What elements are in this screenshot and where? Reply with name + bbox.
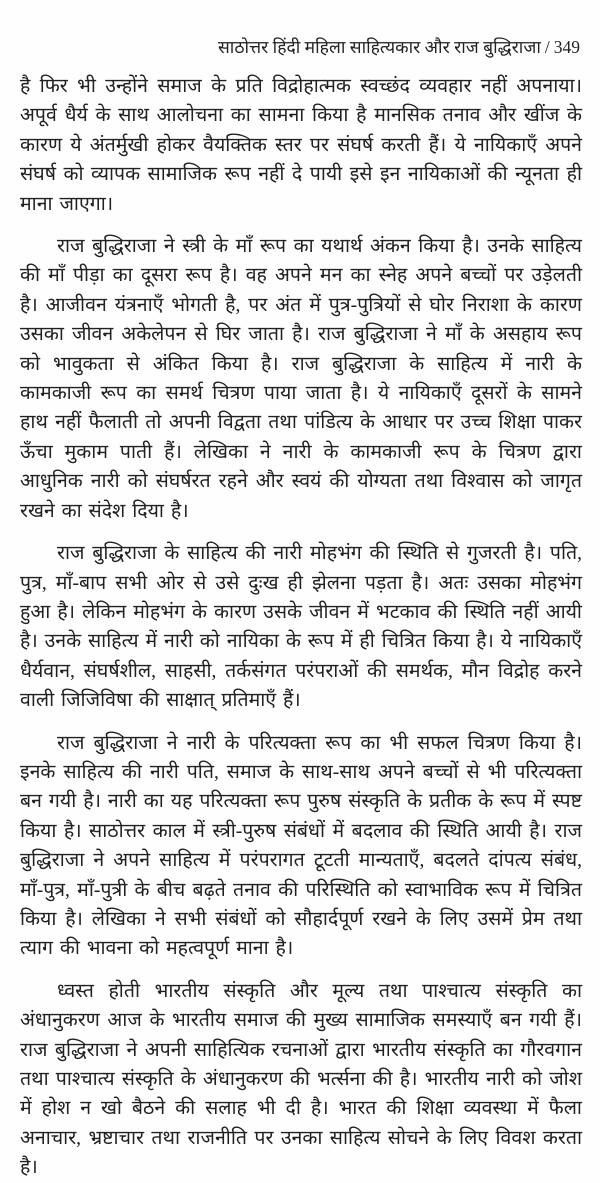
page-body: [20, 72, 582, 1183]
paragraph: राज बुद्धिराजा ने स्त्री के माँ रूप का यथार्थ अंकन किया है। उनके साहित्य की माँ पीड़ा का दूसरा रूप है। वह अपने मन का स्नेह अपने बच्चों पर उड़ेलती है। आजीवन यंत्रनाएँ भोगती है, पर अंत में पुत्र-पुत्रियों से घोर निराशा के कारण उसका जीवन अकेलेपन से घिर जाता है। राज बुद्धिराजा ने माँ के असहाय रूप को भावुकता से अंकित किया है। राज बुद्धिराजा के साहित्य में नारी के कामकाजी रूप का समर्थ चित्रण पाया जाता है। ये नायिकाएँ दूसरों के सामने हाथ नहीं फैलाती तो अपनी विद्वता तथा पांडित्य के आधार पर उच्च शिक्षा पाकर ऊँचा मुकाम पाती हैं। लेखिका ने नारी के कामकाजी रूप के चित्रण द्वारा आधुनिक नारी को संघर्षरत रहने और स्वयं की योग्यता तथा विश्वास को जागृत रखने का संदेश दिया है।: [20, 236, 582, 522]
running-header: [20, 36, 580, 58]
paragraph: राज बुद्धिराजा के साहित्य की नारी मोहभंग की स्थिति से गुजरती है। पति, पुत्र, माँ-बाप सभी ओर से उसे दुःख ही झेलना पड़ता है। अतः उसका मोहभंग हुआ है। लेकिन मोहभंग के कारण उसके जीवन में भटकाव की स्थिति नहीं आयी है। उनके साहित्य में नारी को नायिका के रूप में ही चित्रित किया है। ये नायिकाएँ धैर्यवान, संघर्षशील, साहसी, तर्कसंगत परंपराओं की समर्थक, मौन विद्रोह करने वाली जिजिविषा की साक्षात् प्रतिमाएँ हैं।: [20, 543, 582, 712]
paragraph: ध्वस्त होती भारतीय संस्कृति और मूल्य तथा पाश्चात्य संस्कृति का अंधानुकरण आज के भारतीय समाज की मुख्य सामाजिक समस्याएँ बन गयी हैं। राज बुद्धिराजा ने अपनी साहित्यिक रचनाओं द्वारा भारतीय संस्कृति का गौरवगान तथा पाश्चात्य संस्कृति के अंधानुकरण की भर्त्सना की है। भारतीय नारी को जोश में होश न खो बैठने की सलाह भी दी है। भारत की शिक्षा व्यवस्था में फैला अनाचार, भ्रष्टाचार तथा राजनीति पर उनका साहित्य सोचने के लिए विवश करता है।: [20, 980, 582, 1179]
running-title: साठोत्तर हिंदी महिला साहित्यकार और राज बुद्धिराजा: [217, 37, 541, 57]
paragraph-continuation: है फिर भी उन्होंने समाज के प्रति विद्रोहात्मक स्वच्छंद व्यवहार नहीं अपनाया। अपूर्व धैर्य के साथ आलोचना का सामना किया है मानसिक तनाव और खींज के कारण ये अंतर्मुखी होकर वैयक्तिक स्तर पर संघर्ष करती हैं। ये नायिकाएँ अपने संघर्ष को व्यापक सामाजिक रूप नहीं दे पायी इसे इन नायिकाओं की न्यूनता ही माना जाएगा।: [20, 76, 582, 215]
page-number: 349: [553, 37, 580, 57]
paragraph: राज बुद्धिराजा ने नारी के परित्यक्ता रूप का भी सफल चित्रण किया है। इनके साहित्य की नारी पति, समाज के साथ-साथ अपने बच्चों से भी परित्यक्ता बन गयी है। नारी का यह परित्यक्ता रूप पुरुष संस्कृति के प्रतीक के रूप में स्पष्ट किया है। साठोत्तर काल में स्त्री-पुरुष संबंधों में बदलाव की स्थिति आयी है। राज बुद्धिराजा ने अपने साहित्य में परंपरागत टूटती मान्यताएँ, बदलते दांपत्य संबंध, माँ-पुत्र, माँ-पुत्री के बीच बढ़ते तनाव की परिस्थिति को स्वाभाविक रूप में चित्रित किया है। लेखिका ने सभी संबंधों को सौहार्दपूर्ण रखने के लिए उसमें प्रेम तथा त्याग की भावना को महत्वपूर्ण माना है।: [20, 732, 582, 960]
header-separator: /: [544, 37, 550, 57]
